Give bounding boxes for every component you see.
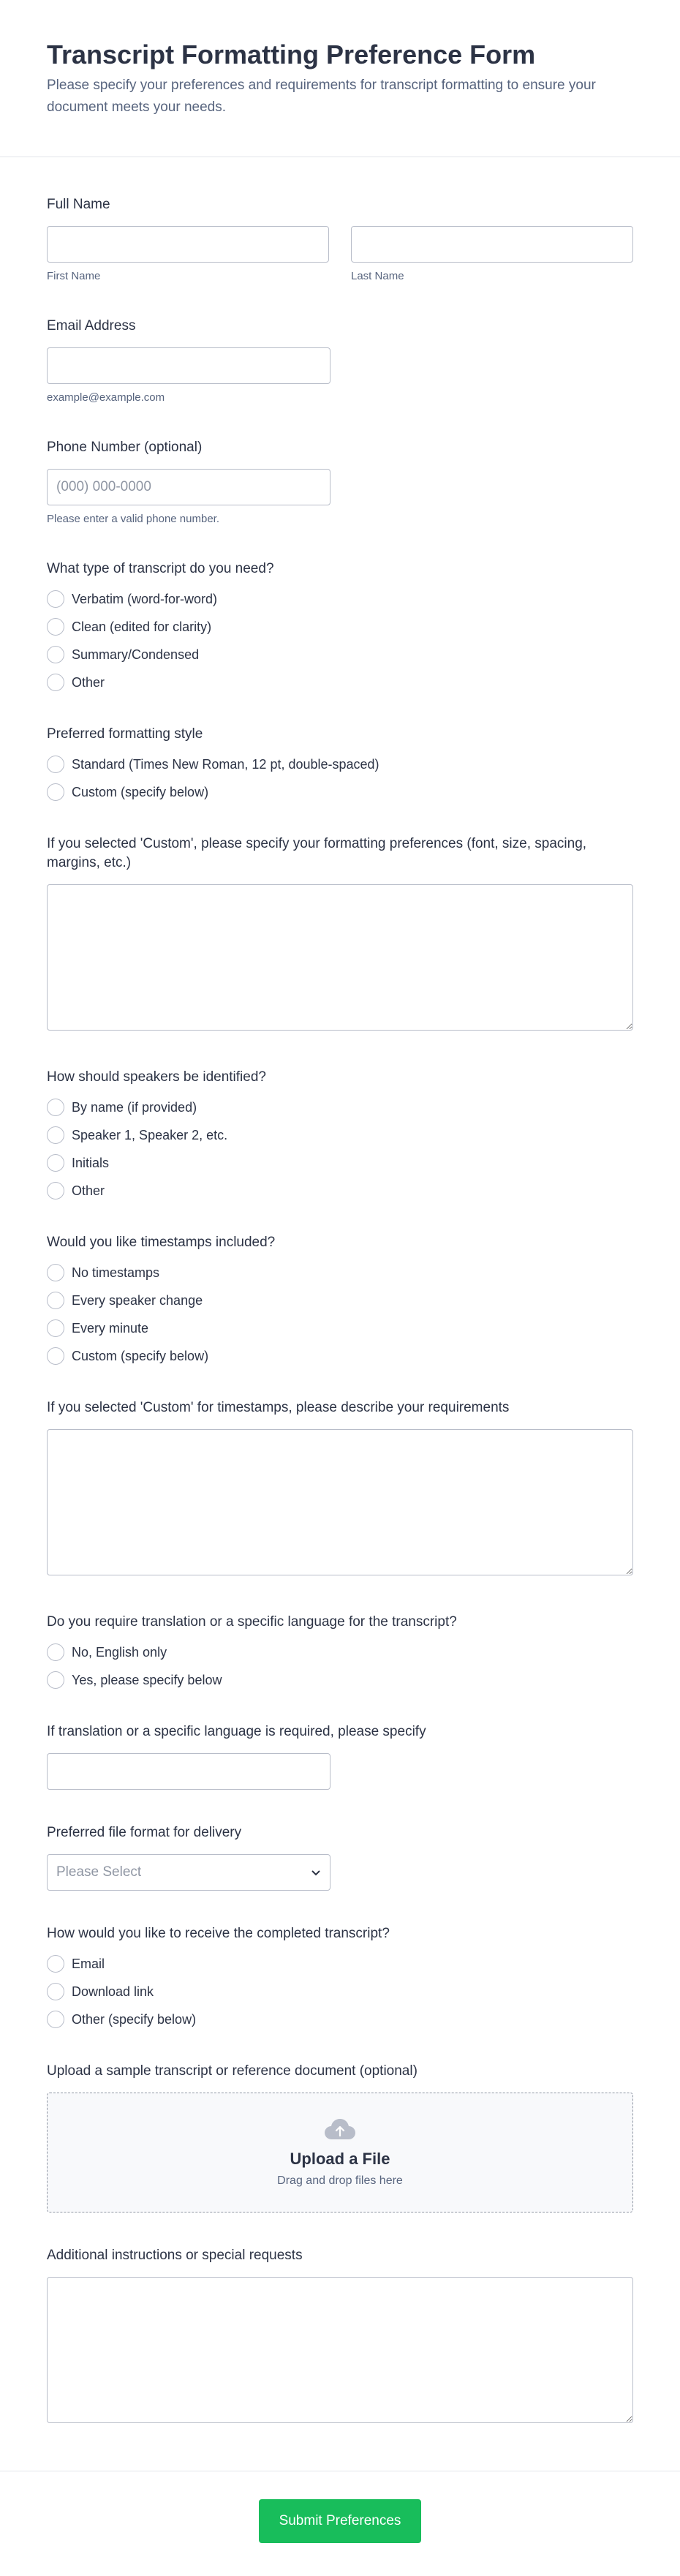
- language-label: If translation or a specific language is required, please specify: [47, 1724, 426, 1739]
- translation-field: [47, 1613, 633, 1689]
- radio-option[interactable]: [47, 618, 633, 636]
- timestamps-field: [47, 1233, 633, 1365]
- upload-subtitle: Drag and drop files here: [277, 2174, 403, 2187]
- radio-option[interactable]: [47, 1347, 633, 1365]
- email-input[interactable]: [47, 347, 330, 384]
- radio-option-label: Verbatim (word-for-word): [72, 592, 218, 606]
- file-format-label: Preferred file format for delivery: [47, 1825, 242, 1840]
- upload-field: [47, 2062, 633, 2212]
- radio-option[interactable]: [47, 674, 633, 691]
- form-body: [0, 157, 680, 2427]
- radio-option-label: Email: [72, 1957, 105, 1971]
- radio-option[interactable]: [47, 1182, 633, 1200]
- page-title: Transcript Formatting Preference Form: [47, 39, 536, 69]
- page-subtitle: Please specify your preferences and requirements for transcript formatting to ensure your document meets your needs.: [47, 78, 596, 115]
- radio-option-label: Speaker 1, Speaker 2, etc.: [72, 1128, 228, 1142]
- radio-option-label: Every minute: [72, 1321, 149, 1336]
- transcript-type-field: [47, 560, 633, 691]
- radio-button[interactable]: [47, 1264, 64, 1281]
- radio-option-label: Summary/Condensed: [72, 647, 200, 662]
- upload-label: Upload a sample transcript or reference document (optional): [47, 2063, 418, 2079]
- radio-option-label: Other: [72, 675, 105, 690]
- radio-option[interactable]: [47, 756, 633, 773]
- radio-option[interactable]: [47, 646, 633, 663]
- first-name-input[interactable]: [47, 226, 329, 263]
- full-name-label: Full Name: [47, 197, 110, 212]
- delivery-field: [47, 1924, 633, 2028]
- phone-field: [47, 438, 633, 526]
- phone-input[interactable]: [47, 469, 330, 505]
- radio-button[interactable]: [47, 756, 64, 773]
- radio-option[interactable]: [47, 1983, 633, 2000]
- cloud-upload-icon: [324, 2117, 356, 2142]
- radio-option[interactable]: [47, 1671, 633, 1689]
- radio-button[interactable]: [47, 1671, 64, 1689]
- speakers-field: [47, 1068, 633, 1200]
- radio-option-label: Download link: [72, 1984, 154, 1999]
- translation-label: Do you require translation or a specific language for the transcript?: [47, 1614, 457, 1630]
- radio-option-label: Yes, please specify below: [72, 1673, 222, 1687]
- language-input[interactable]: [47, 1753, 330, 1790]
- form-header: [0, 0, 680, 157]
- first-name-sublabel: First Name: [47, 270, 101, 282]
- radio-option-label: No timestamps: [72, 1265, 160, 1280]
- custom-formatting-field: [47, 835, 633, 1034]
- radio-option-label: Initials: [72, 1156, 110, 1170]
- transcript-type-label: What type of transcript do you need?: [47, 561, 274, 576]
- radio-option[interactable]: [47, 2011, 633, 2028]
- custom-formatting-textarea[interactable]: [47, 884, 633, 1031]
- custom-timestamps-textarea[interactable]: [47, 1429, 633, 1575]
- radio-option[interactable]: [47, 590, 633, 608]
- radio-button[interactable]: [47, 2011, 64, 2028]
- chevron-down-icon: [311, 1867, 321, 1878]
- radio-option-label: Custom (specify below): [72, 1349, 209, 1363]
- radio-option-label: Clean (edited for clarity): [72, 619, 212, 634]
- radio-button[interactable]: [47, 1154, 64, 1172]
- radio-option-label: Other (specify below): [72, 2012, 197, 2027]
- email-field: [47, 317, 633, 404]
- radio-option[interactable]: [47, 1319, 633, 1337]
- language-field: [47, 1722, 633, 1790]
- custom-formatting-label: If you selected 'Custom', please specify your formatting preferences (font, size, spacing, margins, etc.): [47, 836, 587, 870]
- radio-option[interactable]: [47, 783, 633, 801]
- radio-option[interactable]: [47, 1154, 633, 1172]
- radio-button[interactable]: [47, 646, 64, 663]
- radio-option[interactable]: [47, 1955, 633, 1973]
- radio-option-label: Custom (specify below): [72, 785, 209, 799]
- custom-timestamps-field: [47, 1398, 633, 1579]
- last-name-sublabel: Last Name: [351, 270, 404, 282]
- radio-button[interactable]: [47, 1319, 64, 1337]
- timestamps-label: Would you like timestamps included?: [47, 1235, 276, 1250]
- email-sublabel: example@example.com: [47, 391, 165, 404]
- radio-button[interactable]: [47, 1292, 64, 1309]
- email-label: Email Address: [47, 318, 136, 334]
- upload-dropzone[interactable]: [47, 2093, 633, 2212]
- file-format-selected: Please Select: [56, 1864, 142, 1880]
- delivery-label: How would you like to receive the completed transcript?: [47, 1926, 390, 1941]
- radio-button[interactable]: [47, 1347, 64, 1365]
- instructions-field: [47, 2246, 633, 2427]
- radio-button[interactable]: [47, 1099, 64, 1116]
- last-name-input[interactable]: [351, 226, 633, 263]
- radio-option[interactable]: [47, 1292, 633, 1309]
- radio-option-label: Other: [72, 1183, 105, 1198]
- instructions-label: Additional instructions or special requests: [47, 2248, 303, 2263]
- radio-button[interactable]: [47, 1983, 64, 2000]
- phone-label: Phone Number (optional): [47, 440, 203, 455]
- speakers-label: How should speakers be identified?: [47, 1069, 266, 1085]
- file-format-select[interactable]: [47, 1854, 330, 1891]
- custom-timestamps-label: If you selected 'Custom' for timestamps, please describe your requirements: [47, 1400, 510, 1415]
- radio-button[interactable]: [47, 783, 64, 801]
- radio-option[interactable]: [47, 1099, 633, 1116]
- radio-button[interactable]: [47, 590, 64, 608]
- radio-button[interactable]: [47, 1126, 64, 1144]
- formatting-style-label: Preferred formatting style: [47, 726, 203, 742]
- radio-option[interactable]: [47, 1643, 633, 1661]
- file-format-field: [47, 1823, 633, 1891]
- radio-button[interactable]: [47, 618, 64, 636]
- radio-button[interactable]: [47, 1182, 64, 1200]
- radio-button[interactable]: [47, 674, 64, 691]
- radio-option-label: No, English only: [72, 1645, 167, 1660]
- radio-option-label: By name (if provided): [72, 1100, 197, 1115]
- radio-option[interactable]: [47, 1126, 633, 1144]
- radio-option-label: Standard (Times New Roman, 12 pt, double-spaced): [72, 757, 379, 772]
- full-name-field: [47, 195, 633, 283]
- phone-sublabel: Please enter a valid phone number.: [47, 513, 219, 525]
- radio-button[interactable]: [47, 1955, 64, 1973]
- radio-button[interactable]: [47, 1643, 64, 1661]
- form-footer: [0, 2471, 680, 2543]
- instructions-textarea[interactable]: [47, 2277, 633, 2423]
- upload-title: Upload a File: [290, 2150, 390, 2168]
- submit-button[interactable]: Submit Preferences: [259, 2499, 421, 2543]
- formatting-style-field: [47, 725, 633, 801]
- radio-option[interactable]: [47, 1264, 633, 1281]
- radio-option-label: Every speaker change: [72, 1293, 203, 1308]
